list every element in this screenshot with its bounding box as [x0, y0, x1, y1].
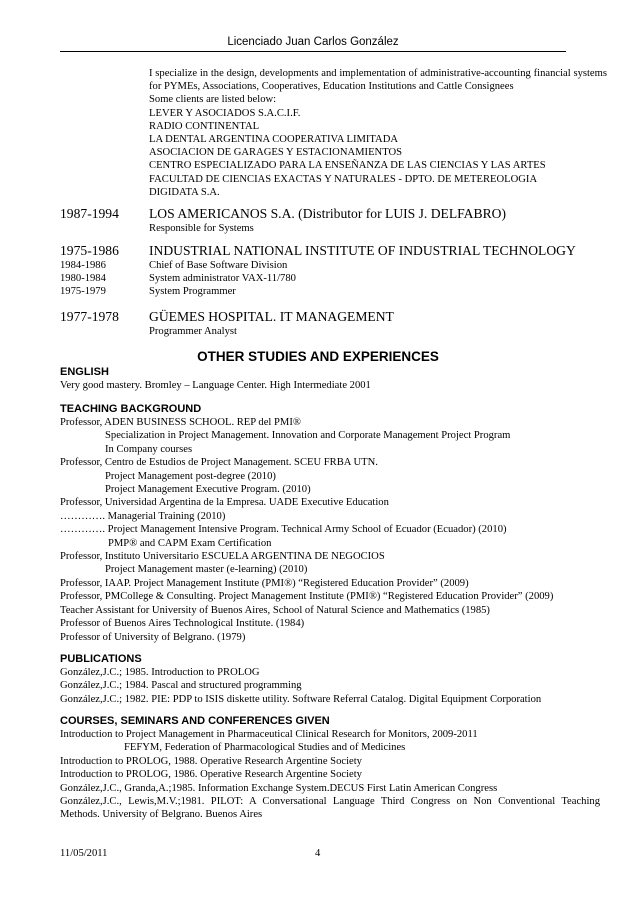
job-role-row	[60, 222, 600, 235]
course-line: Introduction to Project Management in Pharmaceutical Clinical Research for Monitors, 2009-2011	[60, 729, 478, 740]
job-role-row	[60, 285, 600, 298]
role-title: Chief of Base Software Division	[149, 260, 288, 271]
job-role-row	[60, 259, 600, 272]
teaching-line: Project Management master (e-learning) (2010)	[105, 564, 308, 576]
role-title: Programmer Analyst	[149, 326, 237, 337]
course-line: FEFYM, Federation of Pharmacological Studies and of Medicines	[124, 742, 406, 754]
job-role-row	[60, 272, 600, 285]
section-heading: TEACHING BACKGROUND	[60, 403, 202, 415]
teaching-line: PMP® and CAPM Exam Certification	[108, 537, 272, 549]
teaching-line: In Company courses	[105, 443, 193, 455]
client-item: CENTRO ESPECIALIZADO PARA LA ENSEÑANZA DE LAS CIENCIAS Y LAS ARTES	[149, 160, 546, 172]
job-entry	[60, 243, 600, 298]
job-company: INDUSTRIAL NATIONAL INSTITUTE OF INDUSTRIAL TECHNOLOGY	[149, 243, 576, 258]
job-entry	[60, 309, 600, 338]
teaching-line: Professor, Universidad Argentina de la Empresa. UADE Executive Education	[60, 497, 389, 509]
job-company: GÜEMES HOSPITAL. IT MANAGEMENT	[149, 309, 394, 324]
teaching-line: Professor of Buenos Aires Technological Institute. (1984)	[60, 618, 305, 630]
role-title: Responsible for Systems	[149, 223, 254, 234]
teaching-line: Professor, IAAP. Project Management Institute (PMI®) “Registered Education Provider” (2009)	[60, 577, 469, 589]
publication-line: González,J.C.; 1982. PIE: PDP to ISIS diskette utility. Software Referral Catalog. Digital Equipment Corporation	[60, 693, 542, 705]
course-line: Introduction to PROLOG, 1986. Operative Research Argentine Society	[60, 769, 362, 781]
client-item: LEVER Y ASOCIADOS S.A.C.I.F.	[149, 107, 301, 119]
section-heading: COURSES, SEMINARS AND CONFERENCES GIVEN	[60, 715, 330, 727]
page-number: 4	[315, 848, 321, 859]
role-title: System Programmer	[149, 286, 236, 297]
teaching-line: Professor of University of Belgrano. (1979)	[60, 631, 246, 643]
course-line: González,J.C., Granda,A.;1985. Information Exchange System.DECUS First Latin American Congress	[60, 782, 498, 794]
section-title: OTHER STUDIES AND EXPERIENCES	[197, 349, 439, 364]
teaching-line: …………. Project Management Intensive Program. Technical Army School of Ecuador (Ecuador) (2010)	[60, 524, 507, 536]
job-role-row	[60, 325, 600, 338]
job-years: 1987-1994	[60, 206, 119, 221]
role-years: 1980-1984	[60, 273, 106, 284]
publication-line: González,J.C.; 1984. Pascal and structured programming	[60, 680, 302, 692]
course-line: González,J.C., Lewis,M.V.;1981. PILOT: A Conversational Language Third Congress on Non Conventional Teaching Methods. University of Belgrano. Buenos Aires	[60, 796, 600, 821]
intro-paragraph: I specialize in the design, developments and implementation of administrative-accounting financial systems for PYMEs, Associations, Cooperatives, Education Institutions and Cattle Consignees	[149, 68, 607, 93]
client-item: DIGIDATA S.A.	[149, 186, 220, 198]
job-years: 1975-1986	[60, 243, 119, 258]
header-title: Licenciado Juan Carlos González	[227, 36, 399, 48]
teaching-line: Professor, Centro de Estudios de Project Management. SCEU FRBA UTN.	[60, 457, 378, 469]
english-text: Very good mastery. Bromley – Language Center. High Intermediate 2001	[60, 380, 371, 391]
teaching-line: Teacher Assistant for University of Buenos Aires, School of Natural Science and Mathematics (1985)	[60, 604, 490, 616]
client-list	[149, 107, 607, 199]
job-years: 1977-1978	[60, 309, 119, 324]
teaching-line: Professor, PMCollege & Consulting. Project Management Institute (PMI®) “Registered Education Provider” (2009)	[60, 591, 554, 603]
teaching-line: Professor, ADEN BUSINESS SCHOOL. REP del PMI®	[60, 417, 301, 428]
role-title: System administrator VAX-11/780	[149, 273, 296, 284]
role-years: 1984-1986	[60, 260, 106, 271]
teaching-section	[60, 402, 600, 644]
footer-date: 11/05/2011	[60, 848, 108, 859]
english-section	[60, 365, 600, 392]
client-item: RADIO CONTINENTAL	[149, 120, 260, 132]
client-item: ASOCIACION DE GARAGES Y ESTACIONAMIENTOS	[149, 147, 403, 159]
job-entry	[60, 206, 600, 235]
intro-block	[149, 67, 607, 199]
job-header	[60, 309, 600, 325]
job-header	[60, 206, 600, 222]
client-item: LA DENTAL ARGENTINA COOPERATIVA LIMITADA	[149, 134, 399, 146]
teaching-line: Specialization in Project Management. Innovation and Corporate Management Project Program	[105, 430, 511, 442]
page-header	[60, 36, 566, 52]
teaching-line: Project Management Executive Program. (2010)	[105, 484, 311, 496]
section-heading: PUBLICATIONS	[60, 653, 142, 665]
job-header	[60, 243, 600, 259]
courses-section	[60, 714, 600, 822]
role-years: 1975-1979	[60, 286, 106, 297]
job-company: LOS AMERICANOS S.A. (Distributor for LUIS J. DELFABRO)	[149, 206, 506, 221]
course-line: Introduction to PROLOG, 1988. Operative Research Argentine Society	[60, 755, 362, 767]
section-heading: ENGLISH	[60, 366, 109, 378]
clients-label: Some clients are listed below:	[149, 94, 277, 106]
teaching-line: Project Management post-degree (2010)	[105, 470, 276, 482]
client-item: FACULTAD DE CIENCIAS EXACTAS Y NATURALES - DPTO. DE METEREOLOGIA	[149, 173, 538, 185]
publication-line: González,J.C.; 1985. Introduction to PROLOG	[60, 667, 260, 678]
teaching-line: Professor, Instituto Universitario ESCUELA ARGENTINA DE NEGOCIOS	[60, 551, 385, 563]
publications-section	[60, 652, 600, 706]
teaching-line: …………. Managerial Training (2010)	[60, 510, 226, 522]
